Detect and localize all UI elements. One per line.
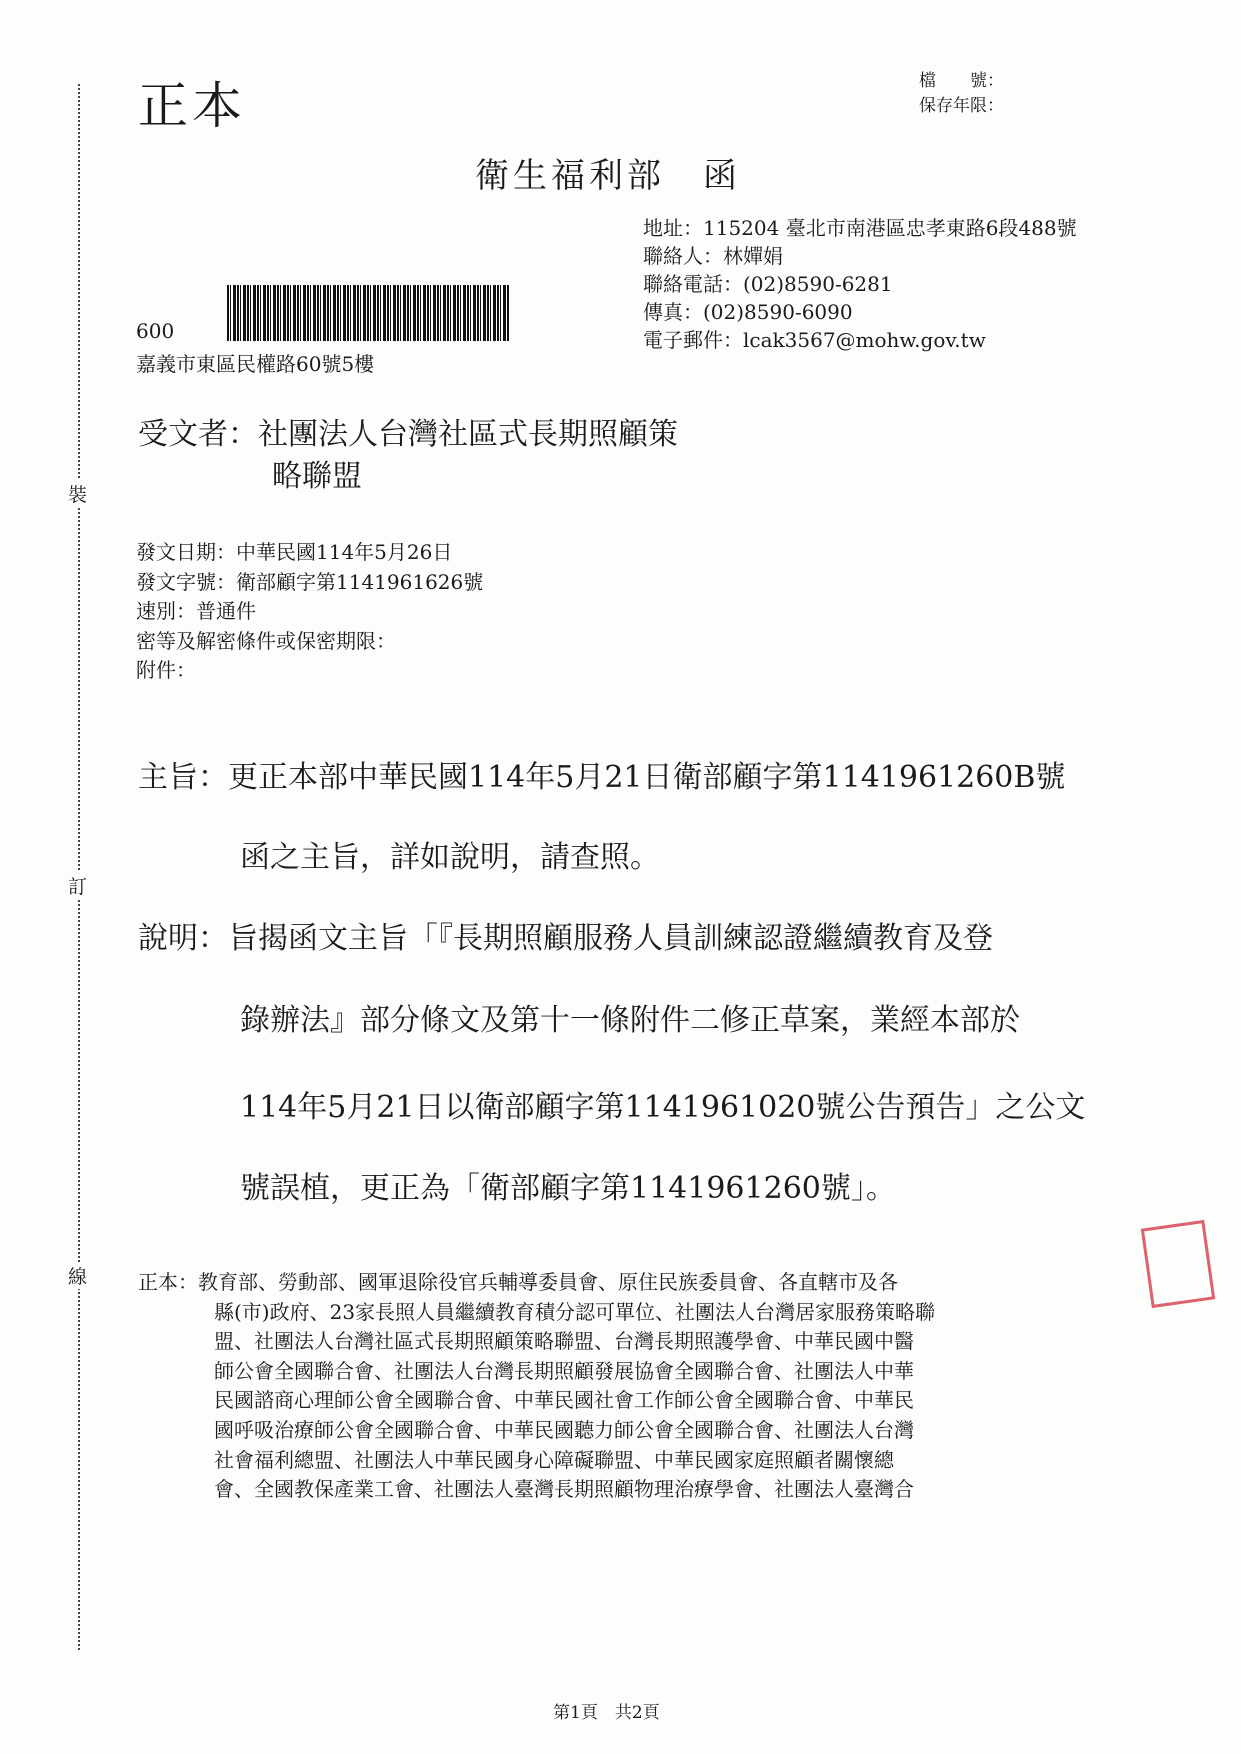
sender-phone: 聯絡電話：(02)8590-6281	[643, 272, 893, 296]
red-seal-stamp	[1141, 1220, 1216, 1308]
sender-contact-person: 聯絡人：林嬋娟	[643, 244, 783, 268]
sender-fax: 傳真：(02)8590-6090	[643, 300, 853, 324]
sender-address: 地址：115204 臺北市南港區忠孝東路6段488號	[643, 216, 1077, 240]
cc-line: 民國諮商心理師公會全國聯合會、中華民國社會工作師公會全國聯合會、中華民	[214, 1388, 914, 1413]
explanation-line: 號誤植，更正為「衛部顧字第1141961260號」。	[240, 1171, 896, 1206]
document-number: 發文字號：衛部顧字第1141961626號	[136, 569, 484, 594]
recipient-line: 受文者：社團法人台灣社區式長期照顧策	[138, 417, 678, 452]
file-number-label: 檔 號：	[919, 71, 1004, 91]
binding-label-zhuang: 裝	[68, 480, 87, 507]
cc-line: 社會福利總盟、社團法人中華民國身心障礙聯盟、中華民國家庭照顧者關懷總	[214, 1447, 894, 1472]
binding-label-xian: 線	[68, 1262, 87, 1289]
issue-date: 發文日期：中華民國114年5月26日	[136, 540, 453, 564]
cc-line: 盟、社團法人台灣社區式長期照顧策略聯盟、台灣長期照護學會、中華民國中醫	[214, 1329, 914, 1354]
attachments: 附件：	[136, 658, 196, 682]
cc-line: 師公會全國聯合會、社團法人台灣長期照顧發展協會全國聯合會、社團法人中華	[214, 1358, 914, 1383]
cc-line: 會、全國教保產業工會、社團法人臺灣長期照顧物理治療學會、社團法人臺灣合	[214, 1477, 914, 1502]
barcode	[227, 285, 509, 341]
document-title: 衛生福利部 函	[475, 156, 741, 196]
explanation-line: 說明：旨揭函文主旨「『長期照顧服務人員訓練認證繼續教育及登	[138, 921, 993, 956]
sender-contact	[643, 214, 1077, 354]
binding-label-ding: 訂	[68, 872, 87, 899]
document-info	[136, 538, 483, 686]
classification: 密等及解密條件或保密期限：	[136, 628, 396, 653]
recipient	[138, 414, 678, 498]
binding-line	[78, 84, 80, 1650]
retention-label: 保存年限：	[919, 96, 1004, 116]
recipient-line: 略聯盟	[272, 459, 362, 494]
cc-line: 縣(市)政府、23家長照人員繼續教育積分認可單位、社團法人台灣居家服務策略聯	[214, 1299, 936, 1324]
explanation-line: 錄辦法』部分條文及第十一條附件二修正草案，業經本部於	[240, 1003, 1020, 1038]
explanation-line: 114年5月21日以衛部顧字第1141961020號公告預告」之公文	[240, 1090, 1086, 1125]
subject-line: 主旨：更正本部中華民國114年5月21日衛部顧字第1141961260B號	[138, 760, 1066, 795]
recipient-zip: 600	[136, 319, 175, 343]
subject-line: 函之主旨，詳如說明，請查照。	[240, 840, 660, 875]
speed: 速別：普通件	[136, 599, 256, 623]
sender-email: 電子郵件：lcak3567@mohw.gov.tw	[643, 328, 986, 352]
cc-line: 正本：教育部、勞動部、國軍退除役官兵輔導委員會、原住民族委員會、各直轄市及各	[138, 1270, 898, 1294]
carbon-copy-list	[138, 1268, 935, 1505]
original-copy-mark: 正本	[138, 77, 246, 135]
page-number: 第1頁 共2頁	[553, 1703, 660, 1723]
recipient-address: 嘉義市東區民權路60號5樓	[136, 352, 375, 376]
cc-line: 國呼吸治療師公會全國聯合會、中華民國聽力師公會全國聯合會、社團法人台灣	[214, 1417, 914, 1442]
